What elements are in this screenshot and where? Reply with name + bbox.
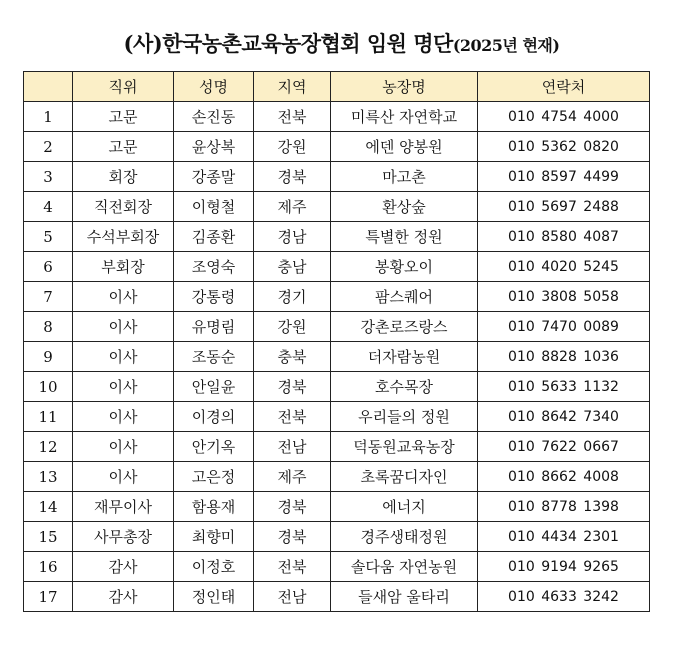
header-name: 성명 bbox=[174, 72, 254, 102]
cell-contact: 010 8778 1398 bbox=[478, 492, 650, 522]
cell-contact: 010 3808 5058 bbox=[478, 282, 650, 312]
table-row bbox=[24, 132, 650, 162]
cell-name: 정인태 bbox=[174, 582, 254, 612]
table-row bbox=[24, 492, 650, 522]
cell-position: 이사 bbox=[73, 342, 174, 372]
cell-position: 감사 bbox=[73, 582, 174, 612]
table-row bbox=[24, 162, 650, 192]
cell-contact: 010 8580 4087 bbox=[478, 222, 650, 252]
cell-farm: 들새암 울타리 bbox=[331, 582, 478, 612]
cell-number: 7 bbox=[24, 282, 73, 312]
cell-name: 이경의 bbox=[174, 402, 254, 432]
cell-name: 이형철 bbox=[174, 192, 254, 222]
cell-number: 4 bbox=[24, 192, 73, 222]
table-row bbox=[24, 192, 650, 222]
title-main: (사)한국농촌교육농장협회 임원 명단 bbox=[123, 31, 453, 56]
cell-region: 강원 bbox=[254, 132, 331, 162]
cell-name: 강종말 bbox=[174, 162, 254, 192]
cell-region: 경북 bbox=[254, 162, 331, 192]
cell-contact: 010 5362 0820 bbox=[478, 132, 650, 162]
cell-position: 이사 bbox=[73, 282, 174, 312]
cell-farm: 팜스퀘어 bbox=[331, 282, 478, 312]
cell-number: 6 bbox=[24, 252, 73, 282]
cell-contact: 010 8662 4008 bbox=[478, 462, 650, 492]
cell-number: 1 bbox=[24, 102, 73, 132]
cell-farm: 호수목장 bbox=[331, 372, 478, 402]
cell-position: 수석부회장 bbox=[73, 222, 174, 252]
cell-region: 경북 bbox=[254, 522, 331, 552]
cell-name: 강통령 bbox=[174, 282, 254, 312]
cell-contact: 010 7470 0089 bbox=[478, 312, 650, 342]
table-row bbox=[24, 582, 650, 612]
cell-contact: 010 7622 0667 bbox=[478, 432, 650, 462]
cell-position: 고문 bbox=[73, 102, 174, 132]
cell-number: 3 bbox=[24, 162, 73, 192]
cell-contact: 010 4434 2301 bbox=[478, 522, 650, 552]
cell-position: 이사 bbox=[73, 402, 174, 432]
cell-number: 13 bbox=[24, 462, 73, 492]
cell-number: 14 bbox=[24, 492, 73, 522]
table-row bbox=[24, 222, 650, 252]
header-region: 지역 bbox=[254, 72, 331, 102]
cell-farm: 마고촌 bbox=[331, 162, 478, 192]
cell-position: 이사 bbox=[73, 312, 174, 342]
cell-number: 12 bbox=[24, 432, 73, 462]
cell-farm: 에덴 양봉원 bbox=[331, 132, 478, 162]
header-farm: 농장명 bbox=[331, 72, 478, 102]
cell-contact: 010 5633 1132 bbox=[478, 372, 650, 402]
header-number bbox=[24, 72, 73, 102]
cell-region: 전북 bbox=[254, 402, 331, 432]
header-contact: 연락처 bbox=[478, 72, 650, 102]
cell-region: 경북 bbox=[254, 492, 331, 522]
cell-region: 전남 bbox=[254, 432, 331, 462]
header-position: 직위 bbox=[73, 72, 174, 102]
cell-position: 직전회장 bbox=[73, 192, 174, 222]
cell-farm: 강촌로즈랑스 bbox=[331, 312, 478, 342]
cell-number: 8 bbox=[24, 312, 73, 342]
cell-name: 손진동 bbox=[174, 102, 254, 132]
cell-region: 제주 bbox=[254, 462, 331, 492]
cell-contact: 010 4754 4000 bbox=[478, 102, 650, 132]
table-row bbox=[24, 252, 650, 282]
title-date-note: (2025년 현재) bbox=[452, 36, 560, 55]
cell-farm: 환상숲 bbox=[331, 192, 478, 222]
cell-name: 김종환 bbox=[174, 222, 254, 252]
cell-name: 유명림 bbox=[174, 312, 254, 342]
cell-name: 이정호 bbox=[174, 552, 254, 582]
cell-farm: 특별한 정원 bbox=[331, 222, 478, 252]
table-row bbox=[24, 522, 650, 552]
cell-contact: 010 8828 1036 bbox=[478, 342, 650, 372]
cell-name: 안기옥 bbox=[174, 432, 254, 462]
cell-position: 이사 bbox=[73, 462, 174, 492]
cell-position: 사무총장 bbox=[73, 522, 174, 552]
cell-region: 전북 bbox=[254, 552, 331, 582]
cell-number: 16 bbox=[24, 552, 73, 582]
table-row bbox=[24, 462, 650, 492]
cell-region: 충남 bbox=[254, 252, 331, 282]
cell-region: 제주 bbox=[254, 192, 331, 222]
cell-contact: 010 8597 4499 bbox=[478, 162, 650, 192]
cell-name: 안일윤 bbox=[174, 372, 254, 402]
cell-position: 이사 bbox=[73, 432, 174, 462]
cell-contact: 010 9194 9265 bbox=[478, 552, 650, 582]
table-header-row bbox=[24, 72, 650, 102]
cell-number: 15 bbox=[24, 522, 73, 552]
cell-name: 고은정 bbox=[174, 462, 254, 492]
cell-name: 최향미 bbox=[174, 522, 254, 552]
cell-region: 경기 bbox=[254, 282, 331, 312]
cell-region: 경북 bbox=[254, 372, 331, 402]
cell-number: 11 bbox=[24, 402, 73, 432]
officer-roster-table bbox=[23, 71, 650, 612]
cell-farm: 봉황오이 bbox=[331, 252, 478, 282]
cell-position: 회장 bbox=[73, 162, 174, 192]
cell-number: 9 bbox=[24, 342, 73, 372]
table-row bbox=[24, 312, 650, 342]
cell-farm: 덕동원교육농장 bbox=[331, 432, 478, 462]
table-row bbox=[24, 432, 650, 462]
cell-position: 감사 bbox=[73, 552, 174, 582]
cell-farm: 더자람농원 bbox=[331, 342, 478, 372]
cell-position: 재무이사 bbox=[73, 492, 174, 522]
document-title bbox=[0, 28, 683, 58]
cell-number: 2 bbox=[24, 132, 73, 162]
cell-contact: 010 8642 7340 bbox=[478, 402, 650, 432]
cell-farm: 솔다움 자연농원 bbox=[331, 552, 478, 582]
cell-name: 조영숙 bbox=[174, 252, 254, 282]
table-row bbox=[24, 552, 650, 582]
table-row bbox=[24, 282, 650, 312]
cell-contact: 010 4633 3242 bbox=[478, 582, 650, 612]
cell-region: 전북 bbox=[254, 102, 331, 132]
cell-number: 5 bbox=[24, 222, 73, 252]
cell-name: 조동순 bbox=[174, 342, 254, 372]
cell-number: 17 bbox=[24, 582, 73, 612]
cell-region: 충북 bbox=[254, 342, 331, 372]
table-row bbox=[24, 342, 650, 372]
cell-region: 경남 bbox=[254, 222, 331, 252]
table-row bbox=[24, 402, 650, 432]
cell-name: 함용재 bbox=[174, 492, 254, 522]
table-body bbox=[24, 102, 650, 612]
cell-region: 전남 bbox=[254, 582, 331, 612]
cell-region: 강원 bbox=[254, 312, 331, 342]
cell-number: 10 bbox=[24, 372, 73, 402]
cell-farm: 경주생태정원 bbox=[331, 522, 478, 552]
cell-position: 고문 bbox=[73, 132, 174, 162]
table-row bbox=[24, 372, 650, 402]
cell-position: 이사 bbox=[73, 372, 174, 402]
cell-farm: 미륵산 자연학교 bbox=[331, 102, 478, 132]
cell-name: 윤상복 bbox=[174, 132, 254, 162]
table-row bbox=[24, 102, 650, 132]
cell-contact: 010 4020 5245 bbox=[478, 252, 650, 282]
cell-contact: 010 5697 2488 bbox=[478, 192, 650, 222]
cell-position: 부회장 bbox=[73, 252, 174, 282]
cell-farm: 우리들의 정원 bbox=[331, 402, 478, 432]
cell-farm: 초록꿈디자인 bbox=[331, 462, 478, 492]
cell-farm: 에너지 bbox=[331, 492, 478, 522]
